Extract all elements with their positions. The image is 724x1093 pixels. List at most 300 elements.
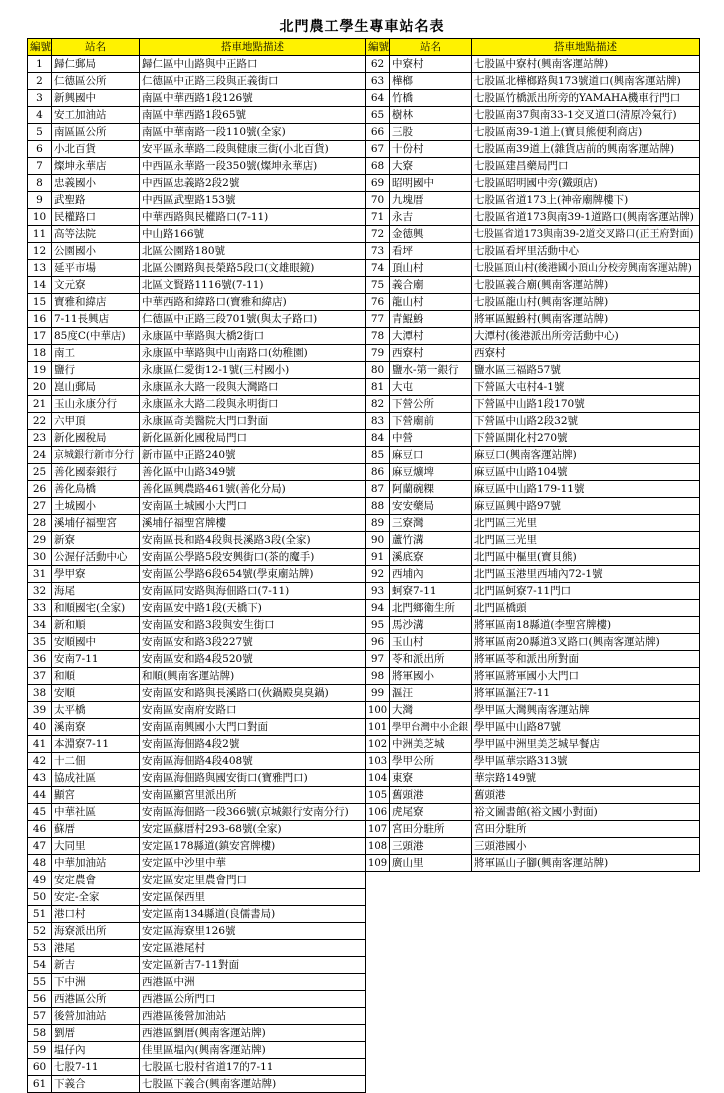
station-number: 16 (28, 311, 52, 328)
table-row (28, 940, 366, 957)
page-title: 北門農工學生專車站名表 (279, 19, 445, 35)
station-location: 北區文賢路1116號(7-11) (140, 277, 366, 294)
station-number: 25 (28, 464, 52, 481)
station-location: 七股區下義合(興南客運站牌) (140, 1076, 366, 1093)
station-number: 52 (28, 923, 52, 940)
station-name: 馬沙溝 (390, 617, 472, 634)
station-number: 50 (28, 889, 52, 906)
station-number: 55 (28, 974, 52, 991)
table-row (28, 396, 366, 413)
station-location: 北區公園路180號 (140, 243, 366, 260)
station-number: 104 (366, 770, 390, 787)
station-location: 學甲區大灣興南客運站牌 (472, 702, 700, 719)
station-location: 安定區安定里農會門口 (140, 872, 366, 889)
station-location: 新市區中正路240號 (140, 447, 366, 464)
station-name: 中華加油站 (52, 855, 140, 872)
station-number: 21 (28, 396, 52, 413)
table-row (28, 277, 366, 294)
table-row (28, 1025, 366, 1042)
table-row (366, 90, 700, 107)
station-location: 七股區省道173與南39-1道路口(興南客運站牌) (472, 209, 700, 226)
station-number: 99 (366, 685, 390, 702)
table-row (28, 430, 366, 447)
station-name: 南工 (52, 345, 140, 362)
station-number: 20 (28, 379, 52, 396)
station-name: 中洲美芝城 (390, 736, 472, 753)
station-number: 51 (28, 906, 52, 923)
station-name: 北門鄉衛生所 (390, 600, 472, 617)
table-row (366, 787, 700, 804)
station-number: 37 (28, 668, 52, 685)
station-name: 蘆竹溝 (390, 532, 472, 549)
station-name: 小北百貨 (52, 141, 140, 158)
table-row (366, 549, 700, 566)
station-location: 永康區中華路與大橋2街口 (140, 328, 366, 345)
table-row (28, 73, 366, 90)
station-number: 109 (366, 855, 390, 872)
station-number: 48 (28, 855, 52, 872)
station-name: 安定農會 (52, 872, 140, 889)
station-name: 安安藥局 (390, 498, 472, 515)
station-location: 西港區公所門口 (140, 991, 366, 1008)
station-location: 安南區海佃路4段408號 (140, 753, 366, 770)
station-name: 永吉 (390, 209, 472, 226)
table-row (366, 328, 700, 345)
header-station-name: 站名 (52, 39, 140, 56)
station-location: 將軍區南20縣道3叉路口(興南客運站牌) (472, 634, 700, 651)
station-name: 安南7-11 (52, 651, 140, 668)
table-row (366, 855, 700, 872)
station-number: 66 (366, 124, 390, 141)
station-number: 88 (366, 498, 390, 515)
station-name: 鹽行 (52, 362, 140, 379)
station-number: 35 (28, 634, 52, 651)
station-location: 安定區保西里 (140, 889, 366, 906)
station-number: 100 (366, 702, 390, 719)
station-number: 26 (28, 481, 52, 498)
station-location: 南區中華西路1段65號 (140, 107, 366, 124)
table-row (366, 821, 700, 838)
table-row (366, 770, 700, 787)
station-location: 學甲區中山路87號 (472, 719, 700, 736)
station-name: 中寮村 (390, 56, 472, 73)
station-name: 本淵寮7-11 (52, 736, 140, 753)
station-number: 1 (28, 56, 52, 73)
station-number: 43 (28, 770, 52, 787)
table-row (28, 464, 366, 481)
station-location: 下營區大屯村4-1號 (472, 379, 700, 396)
table-header-row (366, 39, 700, 56)
station-location: 麻豆口(興南客運站牌) (472, 447, 700, 464)
station-location: 將軍區山子腳(興南客運站牌) (472, 855, 700, 872)
station-location: 北門區中樞里(寶貝熊) (472, 549, 700, 566)
station-location: 歸仁區中山路與中正路口 (140, 56, 366, 73)
table-row (366, 566, 700, 583)
station-number: 84 (366, 430, 390, 447)
station-name: 三股 (390, 124, 472, 141)
station-location: 下營區中山路1段170號 (472, 396, 700, 413)
table-row (28, 226, 366, 243)
station-number: 75 (366, 277, 390, 294)
table-row (28, 957, 366, 974)
table-row (366, 651, 700, 668)
table-row (366, 413, 700, 430)
table-row (366, 702, 700, 719)
station-location: 和順(興南客運站牌) (140, 668, 366, 685)
station-number: 61 (28, 1076, 52, 1093)
table-row (28, 702, 366, 719)
station-number: 62 (366, 56, 390, 73)
station-name: 顯宮 (52, 787, 140, 804)
table-row (366, 192, 700, 209)
station-number: 14 (28, 277, 52, 294)
station-location: 七股區義合廟(興南客運站牌) (472, 277, 700, 294)
table-row (366, 260, 700, 277)
station-number: 45 (28, 804, 52, 821)
station-location: 將軍區將軍國小大門口 (472, 668, 700, 685)
station-location: 溪埔仔福聖宮牌樓 (140, 515, 366, 532)
station-location: 西港區後營加油站 (140, 1008, 366, 1025)
table-row (28, 260, 366, 277)
table-row (28, 532, 366, 549)
station-number: 4 (28, 107, 52, 124)
station-name: 和順國宅(全家) (52, 600, 140, 617)
table-row (366, 583, 700, 600)
station-name: 新吉 (52, 957, 140, 974)
station-location: 北門區玉港里西埔內72-1號 (472, 566, 700, 583)
table-row (366, 481, 700, 498)
header-location: 搭車地點描述 (140, 39, 366, 56)
table-row (28, 175, 366, 192)
table-row (28, 413, 366, 430)
table-row (28, 719, 366, 736)
station-number: 54 (28, 957, 52, 974)
station-number: 64 (366, 90, 390, 107)
station-name: 龍山村 (390, 294, 472, 311)
station-location: 安南區公學路6段654號(學東廟站牌) (140, 566, 366, 583)
station-number: 56 (28, 991, 52, 1008)
table-row (366, 226, 700, 243)
table-row (28, 192, 366, 209)
table-row (366, 719, 700, 736)
station-name: 新寮 (52, 532, 140, 549)
station-name: 大寮 (390, 158, 472, 175)
table-row (366, 209, 700, 226)
station-location: 仁德區中正路三段與正義街口 (140, 73, 366, 90)
station-location: 中華西路與民權路口(7-11) (140, 209, 366, 226)
station-number: 15 (28, 294, 52, 311)
station-number: 83 (366, 413, 390, 430)
table-row (28, 1008, 366, 1025)
station-location: 三頭港國小 (472, 838, 700, 855)
station-number: 79 (366, 345, 390, 362)
table-row (28, 515, 366, 532)
station-number: 91 (366, 549, 390, 566)
table-row (28, 974, 366, 991)
station-name: 太平橋 (52, 702, 140, 719)
station-number: 97 (366, 651, 390, 668)
station-table-right (365, 38, 700, 872)
station-location: 安南區海佃路與國安街口(寶雅門口) (140, 770, 366, 787)
station-location: 七股區看坪里活動中心 (472, 243, 700, 260)
table-row (28, 685, 366, 702)
station-name: 廣山里 (390, 855, 472, 872)
station-name: 新和順 (52, 617, 140, 634)
station-location: 中西區忠義路2段2號 (140, 175, 366, 192)
station-number: 41 (28, 736, 52, 753)
station-number: 31 (28, 566, 52, 583)
station-name: 大潭村 (390, 328, 472, 345)
table-row (28, 481, 366, 498)
station-location: 七股區頂山村(後港國小頂山分校旁興南客運站牌) (472, 260, 700, 277)
station-location: 安南區公學路5段安興街口(茶的魔手) (140, 549, 366, 566)
table-row (28, 770, 366, 787)
table-row (366, 158, 700, 175)
station-name: 漚汪 (390, 685, 472, 702)
table-row (28, 362, 366, 379)
station-name: 安順國中 (52, 634, 140, 651)
station-name: 頂山村 (390, 260, 472, 277)
station-location: 善化區中山路349號 (140, 464, 366, 481)
station-location: 安定區海寮里126號 (140, 923, 366, 940)
station-name: 九塊厝 (390, 192, 472, 209)
station-location: 善化區興農路461號(善化分局) (140, 481, 366, 498)
station-name: 新化國稅局 (52, 430, 140, 447)
table-row (366, 124, 700, 141)
station-location: 舊頭港 (472, 787, 700, 804)
station-location: 永康區奇美醫院大門口對面 (140, 413, 366, 430)
station-location: 安定區蘇厝村293-68號(全家) (140, 821, 366, 838)
station-number: 30 (28, 549, 52, 566)
station-location: 七股區昭明國中旁(鐵頭店) (472, 175, 700, 192)
station-number: 53 (28, 940, 52, 957)
header-station-name: 站名 (390, 39, 472, 56)
header-number: 編號 (28, 39, 52, 56)
table-row (366, 804, 700, 821)
table-row (366, 685, 700, 702)
station-name: 蘇厝 (52, 821, 140, 838)
station-location: 中西區武聖路153號 (140, 192, 366, 209)
station-number: 95 (366, 617, 390, 634)
station-number: 89 (366, 515, 390, 532)
station-name: 西寮村 (390, 345, 472, 362)
station-name: 溪埔仔福聖宮 (52, 515, 140, 532)
station-location: 安南區安和路3段227號 (140, 634, 366, 651)
station-number: 86 (366, 464, 390, 481)
table-row (366, 294, 700, 311)
station-name: 高等法院 (52, 226, 140, 243)
station-location: 安南區安南府安路口 (140, 702, 366, 719)
station-location: 安南區顯宮里派出所 (140, 787, 366, 804)
station-number: 59 (28, 1042, 52, 1059)
station-number: 28 (28, 515, 52, 532)
table-row (28, 566, 366, 583)
station-location: 安南區海佃路4段2號 (140, 736, 366, 753)
station-location: 北區公園路與長榮路5段口(文雄眼鏡) (140, 260, 366, 277)
station-number: 12 (28, 243, 52, 260)
table-row (28, 328, 366, 345)
station-name: 歸仁郵局 (52, 56, 140, 73)
station-name: 學甲公所 (390, 753, 472, 770)
table-row (366, 277, 700, 294)
station-number: 74 (366, 260, 390, 277)
table-row (28, 124, 366, 141)
station-name: 六甲頂 (52, 413, 140, 430)
station-number: 8 (28, 175, 52, 192)
station-name: 溪底寮 (390, 549, 472, 566)
station-name: 青鯤鯓 (390, 311, 472, 328)
station-location: 大潭村(後港派出所旁活動中心) (472, 328, 700, 345)
table-row (28, 838, 366, 855)
station-name: 協成社區 (52, 770, 140, 787)
table-row (366, 515, 700, 532)
station-location: 安南區安中路1段(天橋下) (140, 600, 366, 617)
station-number: 71 (366, 209, 390, 226)
station-location: 西港區中洲 (140, 974, 366, 991)
header-location: 搭車地點描述 (472, 39, 700, 56)
station-name: 三寮灣 (390, 515, 472, 532)
table-row (366, 600, 700, 617)
station-number: 96 (366, 634, 390, 651)
station-number: 94 (366, 600, 390, 617)
station-name: 麻豆爌埤 (390, 464, 472, 481)
station-location: 將軍區南18縣道(李聖宮牌樓) (472, 617, 700, 634)
station-name: 竹橋 (390, 90, 472, 107)
station-location: 安南區安和路3段與安生街口 (140, 617, 366, 634)
station-number: 40 (28, 719, 52, 736)
station-number: 108 (366, 838, 390, 855)
station-location: 南區中華南路一段110號(全家) (140, 124, 366, 141)
station-location: 北門區橋頭 (472, 600, 700, 617)
station-name: 昭明國中 (390, 175, 472, 192)
station-name: 土城國小 (52, 498, 140, 515)
station-location: 安定區新吉7-11對面 (140, 957, 366, 974)
station-number: 6 (28, 141, 52, 158)
station-number: 107 (366, 821, 390, 838)
station-number: 42 (28, 753, 52, 770)
station-location: 安南區南興國小大門口對面 (140, 719, 366, 736)
station-name: 安定-全家 (52, 889, 140, 906)
station-location: 中華西路和緯路口(寶雅和緯店) (140, 294, 366, 311)
station-location: 將軍區漚汪7-11 (472, 685, 700, 702)
station-number: 19 (28, 362, 52, 379)
station-name: 舊頭港 (390, 787, 472, 804)
table-row (28, 379, 366, 396)
station-name: 塭仔內 (52, 1042, 140, 1059)
station-number: 92 (366, 566, 390, 583)
table-row (366, 311, 700, 328)
station-location: 安南區土城國小大門口 (140, 498, 366, 515)
station-location: 安平區永華路二段與健康三街(小北百貨) (140, 141, 366, 158)
table-row (28, 634, 366, 651)
station-location: 學甲區華宗路313號 (472, 753, 700, 770)
station-location: 七股區竹橋派出所旁的YAMAHA機車行門口 (472, 90, 700, 107)
station-name: 港尾 (52, 940, 140, 957)
station-name: 仁德區公所 (52, 73, 140, 90)
station-name: 西港區公所 (52, 991, 140, 1008)
table-row (28, 906, 366, 923)
station-number: 46 (28, 821, 52, 838)
table-row (28, 447, 366, 464)
table-row (366, 430, 700, 447)
station-name: 寶雅和緯店 (52, 294, 140, 311)
station-name: 公渥仔活動中心 (52, 549, 140, 566)
station-location: 七股區南39-1道上(寶貝熊便利商店) (472, 124, 700, 141)
station-name: 鹽水-第一銀行 (390, 362, 472, 379)
station-name: 樺榔 (390, 73, 472, 90)
station-location: 安南區同安路與海佃路口(7-11) (140, 583, 366, 600)
station-name: 將軍國小 (390, 668, 472, 685)
station-location: 七股區省道173與南39-2道交叉路口(正王府對面) (472, 226, 700, 243)
station-name: 十份村 (390, 141, 472, 158)
table-row (366, 736, 700, 753)
table-row (28, 583, 366, 600)
station-name: 西埔內 (390, 566, 472, 583)
station-number: 72 (366, 226, 390, 243)
station-name: 後營加油站 (52, 1008, 140, 1025)
station-location: 七股區建昌藥局門口 (472, 158, 700, 175)
station-location: 安南區長和路4段與長溪路3段(全家) (140, 532, 366, 549)
station-location: 安定區港尾村 (140, 940, 366, 957)
table-row (366, 532, 700, 549)
station-location: 七股區南37與南33-1交叉道口(清原冷氣行) (472, 107, 700, 124)
station-name: 安順 (52, 685, 140, 702)
table-row (28, 158, 366, 175)
station-number: 106 (366, 804, 390, 821)
table-row (366, 668, 700, 685)
station-number: 34 (28, 617, 52, 634)
station-location: 華宗路149號 (472, 770, 700, 787)
table-row (28, 872, 366, 889)
station-location: 中山路166號 (140, 226, 366, 243)
station-number: 69 (366, 175, 390, 192)
station-name: 三頭港 (390, 838, 472, 855)
header-number: 編號 (366, 39, 390, 56)
station-name: 玉山永康分行 (52, 396, 140, 413)
station-number: 57 (28, 1008, 52, 1025)
station-name: 延平市場 (52, 260, 140, 277)
station-number: 73 (366, 243, 390, 260)
table-row (366, 617, 700, 634)
station-name: 忠義國小 (52, 175, 140, 192)
station-location: 北門區蚵寮7-11門口 (472, 583, 700, 600)
station-location: 永康區永大路一段與大灣路口 (140, 379, 366, 396)
table-row (366, 345, 700, 362)
table-row (28, 923, 366, 940)
station-number: 36 (28, 651, 52, 668)
station-number: 67 (366, 141, 390, 158)
station-number: 78 (366, 328, 390, 345)
station-name: 蚵寮7-11 (390, 583, 472, 600)
station-name: 京城銀行新市分行 (52, 447, 140, 464)
station-location: 七股區省道173上(神帝廟牌樓下) (472, 192, 700, 209)
table-row (28, 889, 366, 906)
station-location: 七股區北樺榔路與173號道口(興南客運站牌) (472, 73, 700, 90)
station-number: 70 (366, 192, 390, 209)
table-row (366, 243, 700, 260)
station-location: 麻豆區中山路104號 (472, 464, 700, 481)
station-number: 102 (366, 736, 390, 753)
station-name: 民權路口 (52, 209, 140, 226)
station-name: 中營 (390, 430, 472, 447)
station-name: 南區區公所 (52, 124, 140, 141)
station-name: 溪南寮 (52, 719, 140, 736)
station-number: 11 (28, 226, 52, 243)
table-row (28, 345, 366, 362)
station-location: 西港區劉厝(興南客運站牌) (140, 1025, 366, 1042)
station-location: 下營區開化村270號 (472, 430, 700, 447)
table-row (28, 56, 366, 73)
